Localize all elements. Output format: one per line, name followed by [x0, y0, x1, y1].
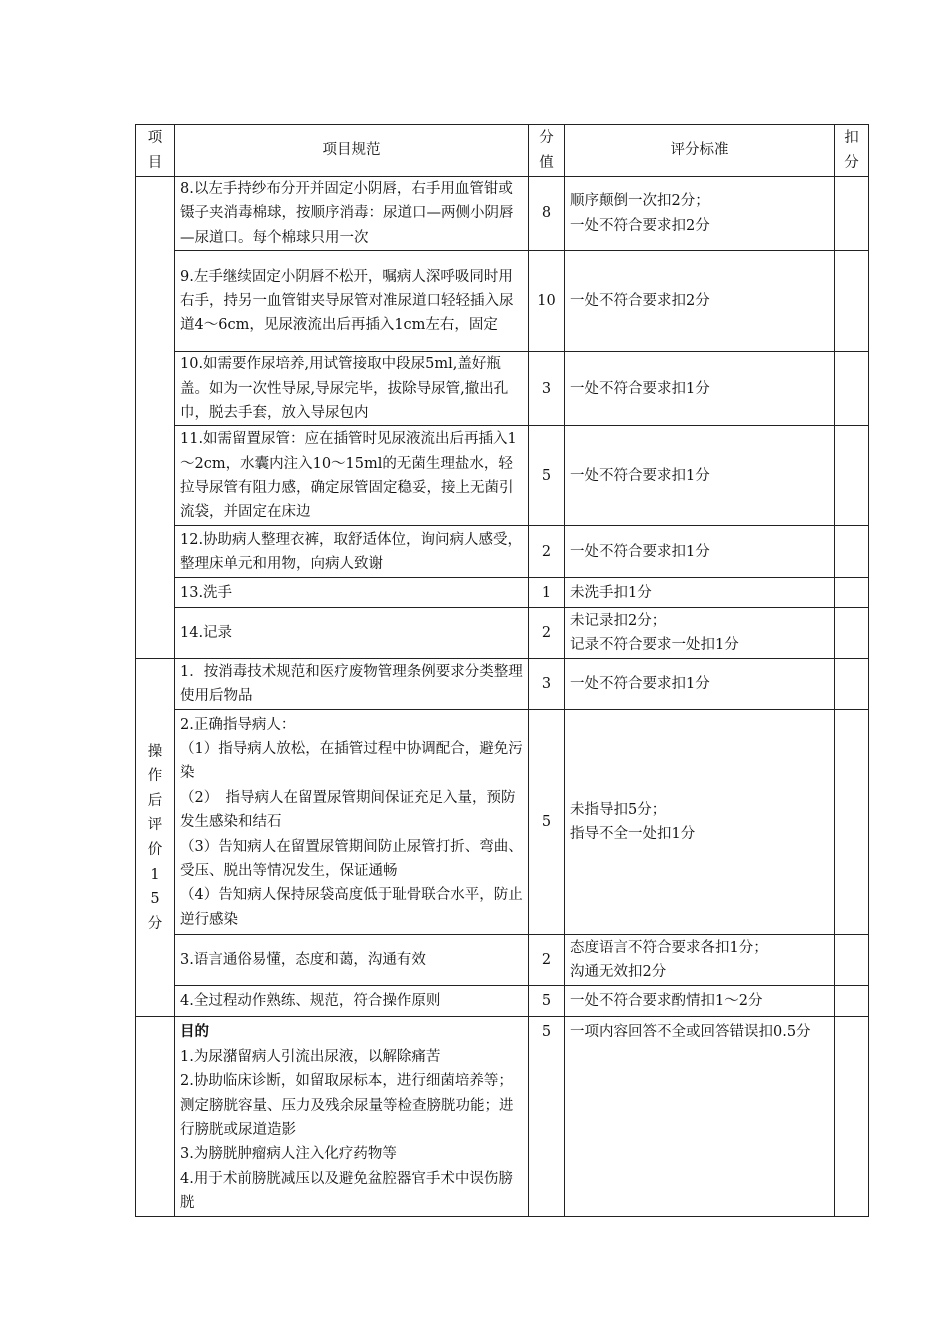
score-cell: 1 [529, 578, 565, 608]
section-b-item-cell: 操作后评价15分 [136, 659, 175, 1017]
table-row [136, 935, 869, 986]
deduct-cell[interactable] [835, 935, 869, 986]
spec-cell: 9.左手继续固定小阴唇不松开，嘱病人深呼吸同时用右手，持另一血管钳夹导尿管对准尿道口轻轻插入尿道4～6cm，见尿液流出后再插入1cm左右，固定 [175, 251, 529, 352]
criteria-cell: 一处不符合要求酌情扣1～2分 [565, 986, 835, 1017]
table-row [136, 526, 869, 578]
table-row [136, 1017, 869, 1217]
criteria-cell: 未指导扣5分； 指导不全一处扣1分 [565, 710, 835, 935]
criteria-cell: 一处不符合要求扣1分 [565, 526, 835, 578]
score-cell: 2 [529, 526, 565, 578]
score-cell: 8 [529, 177, 565, 251]
criteria-cell: 一项内容回答不全或回答错误扣0.5分 [565, 1017, 835, 1217]
spec-cell: 11.如需留置尿管：应在插管时见尿液流出后再插入1～2cm，水囊内注入10～15ml的无菌生理盐水，轻拉导尿管有阻力感，确定尿管固定稳妥，接上无菌引流袋，并固定在床边 [175, 426, 529, 526]
score-cell: 5 [529, 1017, 565, 1217]
table-row [136, 177, 869, 251]
score-cell: 3 [529, 352, 565, 426]
table-row [136, 352, 869, 426]
table-row [136, 578, 869, 608]
score-cell: 5 [529, 710, 565, 935]
spec-cell: 12.协助病人整理衣裤，取舒适体位，询问病人感受，整理床单元和用物，向病人致谢 [175, 526, 529, 578]
criteria-cell: 一处不符合要求扣2分 [565, 251, 835, 352]
scoring-table [135, 124, 869, 1217]
spec-cell: 目的 1.为尿潴留病人引流出尿液，以解除痛苦 2.协助临床诊断，如留取尿标本，进行细菌培养等；测定膀胱容量、压力及残余尿量等检查膀胱功能；进行膀胱或尿道造影 3.为膀胱肿瘤病人注入化疗药物等 4.用于术前膀胱减压以及避免盆腔器官手术中误伤膀胱 [175, 1017, 529, 1217]
deduct-cell[interactable] [835, 251, 869, 352]
criteria-cell: 顺序颠倒一次扣2分； 一处不符合要求扣2分 [565, 177, 835, 251]
spec-cell: 3.语言通俗易懂，态度和蔼，沟通有效 [175, 935, 529, 986]
deduct-cell[interactable] [835, 1017, 869, 1217]
score-cell: 2 [529, 608, 565, 659]
score-cell: 10 [529, 251, 565, 352]
header-criteria: 评分标准 [565, 125, 835, 177]
section-a-item-cell [136, 177, 175, 659]
header-deduct: 扣分 [835, 125, 869, 177]
table-row [136, 986, 869, 1017]
criteria-cell: 一处不符合要求扣1分 [565, 659, 835, 710]
spec-cell: 14.记录 [175, 608, 529, 659]
table-row [136, 251, 869, 352]
table-header-row [136, 125, 869, 177]
criteria-cell: 态度语言不符合要求各扣1分； 沟通无效扣2分 [565, 935, 835, 986]
score-cell: 3 [529, 659, 565, 710]
deduct-cell[interactable] [835, 659, 869, 710]
header-spec: 项目规范 [175, 125, 529, 177]
criteria-cell: 未洗手扣1分 [565, 578, 835, 608]
spec-cell: 10.如需要作尿培养,用试管接取中段尿5ml,盖好瓶盖。如为一次性导尿,导尿完毕，拔除导尿管,撤出孔巾，脱去手套，放入导尿包内 [175, 352, 529, 426]
score-cell: 5 [529, 426, 565, 526]
deduct-cell[interactable] [835, 710, 869, 935]
deduct-cell[interactable] [835, 986, 869, 1017]
purpose-title: 目的 [180, 1023, 209, 1041]
criteria-cell: 未记录扣2分； 记录不符合要求一处扣1分 [565, 608, 835, 659]
deduct-cell[interactable] [835, 352, 869, 426]
deduct-cell[interactable] [835, 608, 869, 659]
score-cell: 2 [529, 935, 565, 986]
table-row [136, 710, 869, 935]
table-row [136, 659, 869, 710]
deduct-cell[interactable] [835, 578, 869, 608]
criteria-cell: 一处不符合要求扣1分 [565, 426, 835, 526]
spec-cell: 13.洗手 [175, 578, 529, 608]
spec-cell: 4.全过程动作熟练、规范，符合操作原则 [175, 986, 529, 1017]
table-row [136, 426, 869, 526]
deduct-cell[interactable] [835, 526, 869, 578]
spec-cell: 2.正确指导病人： （1）指导病人放松，在插管过程中协调配合，避免污染 （2） 指导病人在留置尿管期间保证充足入量，预防发生感染和结石 （3）告知病人在留置尿管期间防止尿管打折、弯曲、受压、脱出等情况发生，保证通畅 （4）告知病人保持尿袋高度低于耻骨联合水平，防止逆行感染 [175, 710, 529, 935]
spec-cell: 8.以左手持纱布分开并固定小阴唇，右手用血管钳或镊子夹消毒棉球，按顺序消毒：尿道口—两侧小阴唇—尿道口。每个棉球只用一次 [175, 177, 529, 251]
criteria-cell: 一处不符合要求扣1分 [565, 352, 835, 426]
deduct-cell[interactable] [835, 177, 869, 251]
header-score: 分值 [529, 125, 565, 177]
spec-cell: 1．按消毒技术规范和医疗废物管理条例要求分类整理使用后物品 [175, 659, 529, 710]
table-row [136, 608, 869, 659]
section-c-item-cell [136, 1017, 175, 1217]
deduct-cell[interactable] [835, 426, 869, 526]
score-cell: 5 [529, 986, 565, 1017]
header-item: 项目 [136, 125, 175, 177]
